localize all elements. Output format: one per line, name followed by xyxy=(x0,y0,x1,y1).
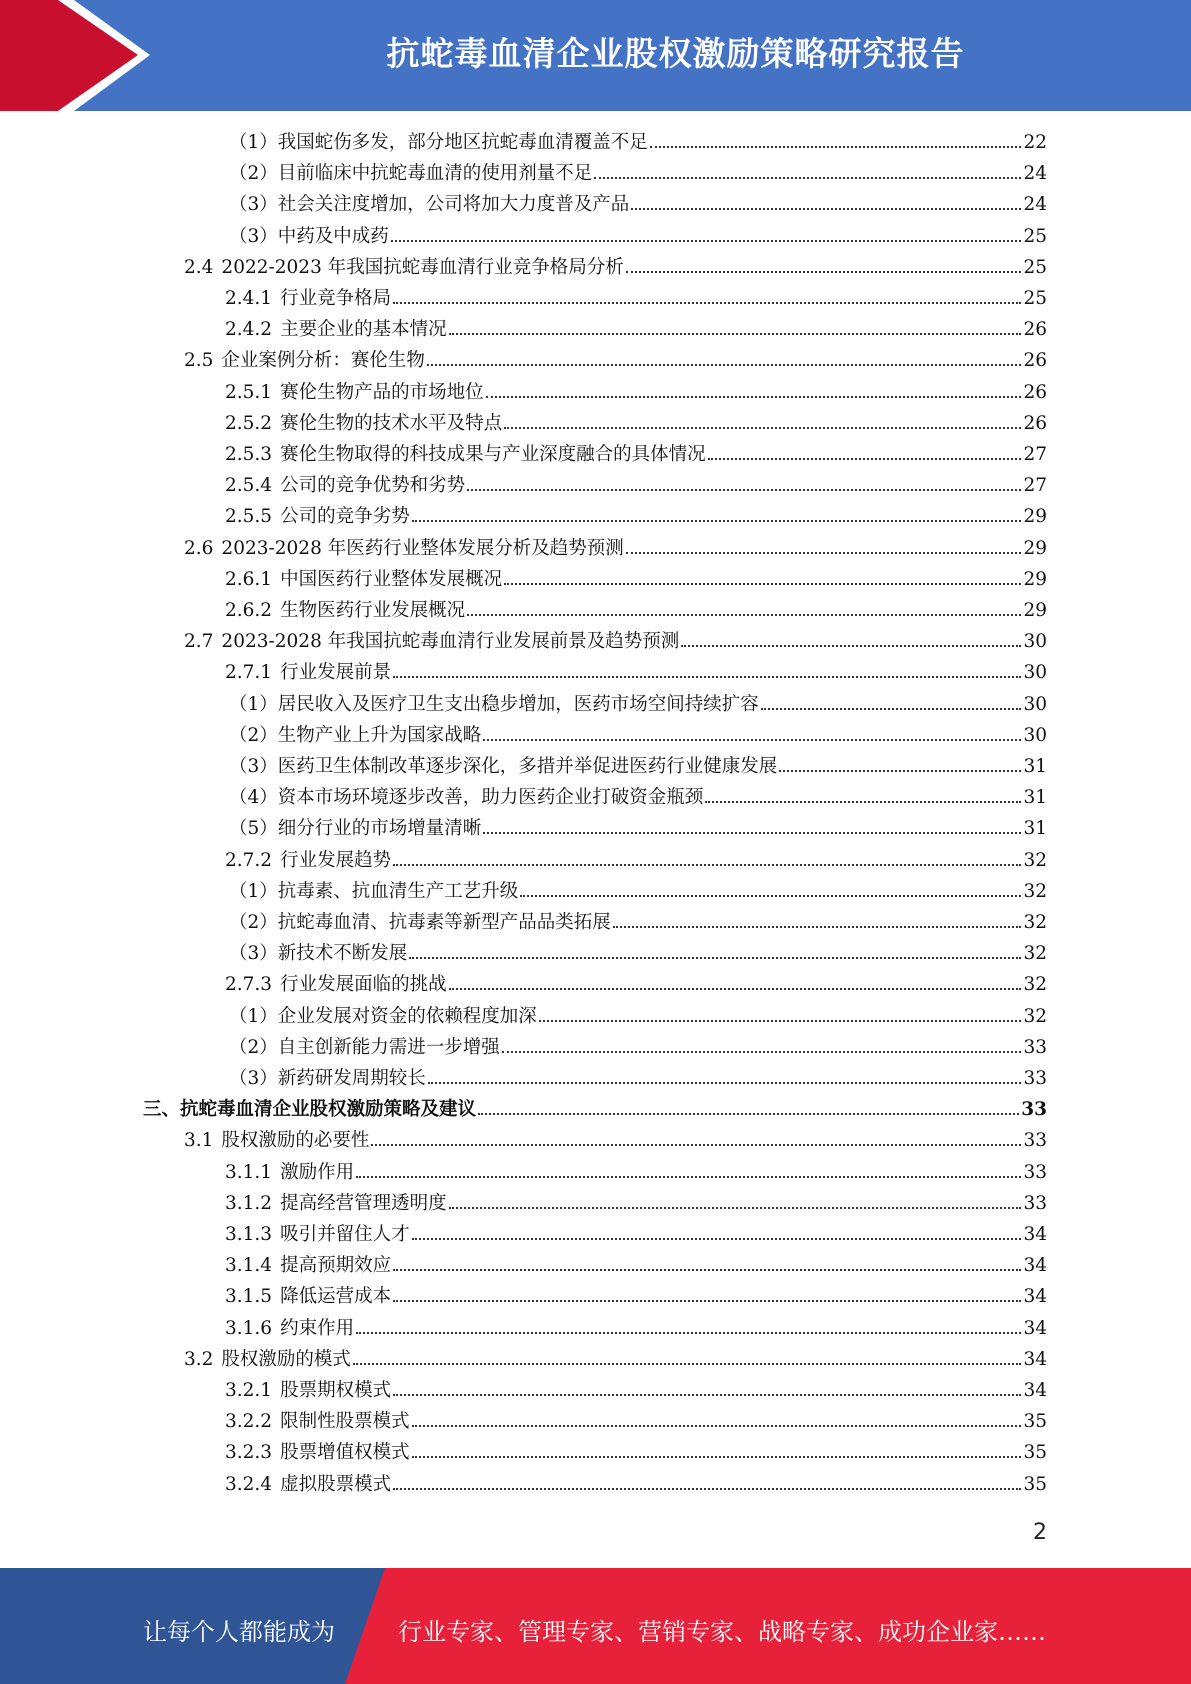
toc-entry-page: 32 xyxy=(1023,849,1047,871)
toc-entry-title: 三、抗蛇毒血清企业股权激励策略及建议 xyxy=(143,1099,477,1121)
toc-entry-page: 35 xyxy=(1023,1411,1047,1433)
toc-entry-title: （3）医药卫生体制改革逐步深化，多措并举促进医药行业健康发展 xyxy=(229,756,778,777)
toc-dot-leader xyxy=(393,1394,1021,1396)
toc-entry-number: 3.1.2 xyxy=(225,1192,273,1214)
toc-dot-leader xyxy=(631,208,1021,210)
toc-entry-number: 3.1.4 xyxy=(225,1255,273,1277)
toc-entry-number: 3.1.6 xyxy=(225,1317,273,1339)
toc-entry[interactable] xyxy=(225,1219,1047,1250)
toc-entry-title: （2）生物产业上升为国家战略 xyxy=(229,724,482,746)
toc-entry[interactable] xyxy=(229,127,1047,158)
toc-entry[interactable] xyxy=(229,1001,1047,1032)
toc-dot-leader xyxy=(483,739,1021,741)
toc-entry[interactable] xyxy=(229,1063,1047,1094)
toc-entry-page: 29 xyxy=(1023,600,1047,621)
toc-entry[interactable] xyxy=(225,564,1047,595)
toc-entry-title: 股权激励的必要性 xyxy=(221,1130,370,1152)
toc-dot-leader xyxy=(504,427,1021,429)
toc-entry-page: 30 xyxy=(1023,693,1047,715)
toc-entry-page: 25 xyxy=(1023,256,1047,278)
toc-entry-number: 2.7.3 xyxy=(225,974,273,996)
toc-entry-number: 3.2.1 xyxy=(225,1380,273,1401)
footer-banner xyxy=(0,1568,1191,1684)
toc-entry[interactable] xyxy=(225,1313,1047,1344)
toc-dot-leader xyxy=(393,1300,1021,1302)
toc-entry-title: 2022-2023 年我国抗蛇毒血清行业竞争格局分析 xyxy=(221,256,624,278)
toc-entry-page: 25 xyxy=(1023,288,1047,309)
toc-entry[interactable] xyxy=(184,1344,1047,1375)
toc-entry[interactable] xyxy=(229,876,1047,907)
toc-dot-leader xyxy=(393,864,1021,866)
toc-entry-page: 33 xyxy=(1023,1068,1047,1089)
toc-entry[interactable] xyxy=(225,283,1047,314)
toc-entry[interactable] xyxy=(225,657,1047,688)
toc-entry[interactable] xyxy=(229,813,1047,844)
toc-entry-title: 公司的竞争优势和劣势 xyxy=(280,475,466,497)
toc-entry-page: 32 xyxy=(1023,912,1047,933)
toc-dot-leader xyxy=(412,520,1022,522)
toc-entry-title: 吸引并留住人才 xyxy=(280,1224,410,1245)
toc-entry[interactable] xyxy=(229,907,1047,938)
toc-dot-leader xyxy=(613,926,1022,928)
toc-entry-page: 31 xyxy=(1023,756,1047,777)
toc-entry[interactable] xyxy=(225,845,1047,876)
toc-entry-page: 24 xyxy=(1023,194,1047,216)
toc-entry-title: （1）抗毒素、抗血清生产工艺升级 xyxy=(229,880,519,902)
toc-dot-leader xyxy=(705,801,1021,803)
toc-entry[interactable] xyxy=(184,345,1047,376)
toc-entry[interactable] xyxy=(225,1469,1047,1500)
header-chevron-decoration xyxy=(0,0,150,111)
toc-entry[interactable] xyxy=(229,221,1047,252)
toc-entry-page: 33 xyxy=(1023,1036,1047,1058)
toc-dot-leader xyxy=(428,1082,1022,1084)
toc-entry-number: 2.7.1 xyxy=(225,662,273,684)
toc-dot-leader xyxy=(594,177,1021,179)
toc-dot-leader xyxy=(393,676,1021,678)
toc-entry[interactable] xyxy=(225,1406,1047,1437)
toc-entry-title: 股票期权模式 xyxy=(280,1380,392,1401)
toc-entry-number: 3.1.1 xyxy=(225,1161,273,1183)
toc-entry[interactable] xyxy=(229,189,1047,220)
toc-dot-leader xyxy=(478,1113,1019,1115)
toc-dot-leader xyxy=(371,1144,1021,1146)
toc-entry[interactable] xyxy=(184,626,1047,657)
toc-entry[interactable] xyxy=(225,501,1047,532)
toc-entry[interactable] xyxy=(184,533,1047,564)
toc-dot-leader xyxy=(504,583,1021,585)
toc-entry-title: 企业案例分析：赛伦生物 xyxy=(221,350,425,372)
toc-dot-leader xyxy=(393,302,1021,304)
toc-entry-number: 3.1.3 xyxy=(225,1224,273,1245)
toc-dot-leader xyxy=(681,645,1021,647)
toc-entry-title: （3）新技术不断发展 xyxy=(229,943,408,965)
toc-dot-leader xyxy=(449,1207,1022,1209)
toc-entry-number: 2.4.1 xyxy=(225,288,273,309)
toc-entry[interactable] xyxy=(225,1157,1047,1188)
toc-entry-number: 2.5 xyxy=(184,350,214,372)
toc-entry[interactable] xyxy=(229,689,1047,720)
toc-entry-page: 34 xyxy=(1023,1317,1047,1339)
toc-entry-number: 2.5.3 xyxy=(225,444,273,465)
toc-entry-title: 约束作用 xyxy=(280,1317,355,1339)
toc-dot-leader xyxy=(502,1051,1022,1053)
toc-entry-number: 2.6.2 xyxy=(225,600,273,621)
toc-entry-title: 股权激励的模式 xyxy=(221,1348,351,1370)
header-banner xyxy=(0,0,1191,111)
toc-dot-leader xyxy=(412,1425,1022,1427)
toc-entry-title: 行业竞争格局 xyxy=(280,288,392,309)
toc-entry-page: 25 xyxy=(1023,225,1047,247)
toc-entry-page: 29 xyxy=(1023,537,1047,559)
toc-entry-title: 行业发展前景 xyxy=(280,662,392,684)
toc-entry-page: 33 xyxy=(1023,1192,1047,1214)
toc-entry-title: （1）我国蛇伤多发，部分地区抗蛇毒血清覆盖不足 xyxy=(229,132,648,153)
toc-entry[interactable] xyxy=(225,1188,1047,1219)
page-number: 2 xyxy=(1033,1520,1047,1545)
toc-entry-page: 24 xyxy=(1023,163,1047,185)
toc-dot-leader xyxy=(539,1020,1022,1022)
toc-entry-page: 34 xyxy=(1023,1286,1047,1308)
toc-entry[interactable] xyxy=(229,938,1047,969)
toc-dot-leader xyxy=(761,708,1022,710)
toc-entry-title: 提高经营管理透明度 xyxy=(280,1192,447,1214)
toc-dot-leader xyxy=(708,458,1022,460)
toc-dot-leader xyxy=(467,489,1021,491)
toc-entry[interactable] xyxy=(225,1281,1047,1312)
toc-entry-number: 2.7.2 xyxy=(225,849,273,871)
toc-entry-page: 26 xyxy=(1023,412,1047,434)
toc-entry-page: 27 xyxy=(1023,475,1047,497)
toc-entry-number: 3.2.2 xyxy=(225,1411,273,1433)
toc-entry-title: 激励作用 xyxy=(280,1161,355,1183)
toc-entry-number: 3.1.5 xyxy=(225,1286,273,1308)
toc-entry-title: 生物医药行业发展概况 xyxy=(280,600,466,621)
toc-entry[interactable] xyxy=(225,969,1047,1000)
toc-entry[interactable] xyxy=(225,377,1047,408)
toc-entry-number: 2.6 xyxy=(184,537,214,559)
toc-entry-title: （5）细分行业的市场增量清晰 xyxy=(229,818,482,840)
toc-dot-leader xyxy=(483,832,1021,834)
toc-entry-number: 3.1 xyxy=(184,1130,214,1152)
toc-dot-leader xyxy=(449,333,1022,335)
toc-entry-title: （1）企业发展对资金的依赖程度加深 xyxy=(229,1005,537,1027)
toc-entry-page: 30 xyxy=(1023,662,1047,684)
toc-entry-page: 33 xyxy=(1023,1161,1047,1183)
toc-entry-title: （3）中药及中成药 xyxy=(229,225,389,247)
toc-entry-title: 虚拟股票模式 xyxy=(280,1473,392,1495)
toc-dot-leader xyxy=(412,1238,1022,1240)
toc-entry-title: 行业发展趋势 xyxy=(280,849,392,871)
toc-dot-leader xyxy=(393,1269,1021,1271)
toc-entry-page: 34 xyxy=(1023,1255,1047,1277)
toc-entry-title: （2）自主创新能力需进一步增强 xyxy=(229,1036,500,1058)
toc-entry-page: 34 xyxy=(1023,1348,1047,1370)
toc-dot-leader xyxy=(427,364,1022,366)
toc-entry[interactable] xyxy=(229,782,1047,813)
toc-entry-title: （4）资本市场环境逐步改善，助力医药企业打破资金瓶颈 xyxy=(229,787,704,809)
toc-dot-leader xyxy=(449,988,1022,990)
toc-entry-number: 2.4.2 xyxy=(225,319,273,341)
toc-entry-page: 27 xyxy=(1023,444,1047,465)
toc-dot-leader xyxy=(356,1332,1021,1334)
toc-entry-title: 赛伦生物产品的市场地位 xyxy=(280,381,484,403)
toc-entry-number: 3.2.4 xyxy=(225,1473,273,1495)
toc-entry-page: 33 xyxy=(1023,1130,1047,1152)
toc-dot-leader xyxy=(520,895,1021,897)
toc-entry-page: 30 xyxy=(1023,724,1047,746)
toc-dot-leader xyxy=(779,770,1021,772)
toc-dot-leader xyxy=(393,1488,1021,1490)
toc-entry[interactable] xyxy=(143,1094,1047,1125)
toc-dot-leader xyxy=(353,1363,1022,1365)
toc-entry-title: 公司的竞争劣势 xyxy=(280,506,410,528)
toc-entry[interactable] xyxy=(225,1437,1047,1468)
toc-entry[interactable] xyxy=(229,1032,1047,1063)
toc-entry-title: 赛伦生物取得的科技成果与产业深度融合的具体情况 xyxy=(280,444,706,465)
toc-entry[interactable] xyxy=(225,1250,1047,1281)
toc-entry-title: （2）抗蛇毒血清、抗毒素等新型产品品类拓展 xyxy=(229,912,611,933)
toc-dot-leader xyxy=(467,614,1021,616)
toc-entry-title: 股票增值权模式 xyxy=(280,1442,410,1464)
toc-entry-page: 35 xyxy=(1023,1473,1047,1495)
toc-dot-leader xyxy=(356,1176,1021,1178)
toc-entry-title: 中国医药行业整体发展概况 xyxy=(280,568,503,590)
toc-dot-leader xyxy=(412,1456,1022,1458)
toc-entry-number: 2.6.1 xyxy=(225,568,273,590)
toc-entry-page: 34 xyxy=(1023,1224,1047,1245)
toc-entry-number: 2.5.4 xyxy=(225,475,273,497)
toc-entry-page: 32 xyxy=(1023,1005,1047,1027)
toc-entry[interactable] xyxy=(184,252,1047,283)
toc-entry-title: （2）目前临床中抗蛇毒血清的使用剂量不足 xyxy=(229,163,593,185)
footer-slogan-left: 让每个人都能成为 xyxy=(143,1618,335,1646)
toc-entry-title: （1）居民收入及医疗卫生支出稳步增加，医药市场空间持续扩容 xyxy=(229,693,759,715)
toc-entry[interactable] xyxy=(225,595,1047,626)
toc-entry-number: 2.5.5 xyxy=(225,506,273,528)
toc-entry-title: 降低运营成本 xyxy=(280,1286,392,1308)
toc-entry-page: 26 xyxy=(1023,350,1047,372)
toc-entry-title: 2023-2028 年我国抗蛇毒血清行业发展前景及趋势预测 xyxy=(221,631,680,653)
toc-entry[interactable] xyxy=(225,1375,1047,1406)
toc-entry-page: 32 xyxy=(1023,880,1047,902)
toc-entry-page: 31 xyxy=(1023,818,1047,840)
toc-entry-page: 29 xyxy=(1023,506,1047,528)
toc-entry[interactable] xyxy=(229,158,1047,189)
toc-dot-leader xyxy=(409,957,1021,959)
toc-entry[interactable] xyxy=(225,314,1047,345)
toc-entry[interactable] xyxy=(225,470,1047,501)
toc-entry-number: 3.2.3 xyxy=(225,1442,273,1464)
toc-dot-leader xyxy=(391,240,1022,242)
toc-dot-leader xyxy=(486,396,1022,398)
toc-entry-page: 26 xyxy=(1023,381,1047,403)
toc-entry-title: 赛伦生物的技术水平及特点 xyxy=(280,412,503,434)
toc-entry-page: 32 xyxy=(1023,974,1047,996)
toc-entry-title: 行业发展面临的挑战 xyxy=(280,974,447,996)
toc-entry-title: 提高预期效应 xyxy=(280,1255,392,1277)
toc-entry-number: 2.4 xyxy=(184,256,214,278)
toc-entry-number: 2.5.1 xyxy=(225,381,273,403)
toc-entry[interactable] xyxy=(229,720,1047,751)
toc-entry-title: （3）新药研发周期较长 xyxy=(229,1068,426,1089)
toc-entry-page: 30 xyxy=(1023,631,1047,653)
toc-entry-title: （3）社会关注度增加，公司将加大力度普及产品 xyxy=(229,194,630,216)
toc-entry[interactable] xyxy=(225,408,1047,439)
toc-entry-number: 2.5.2 xyxy=(225,412,273,434)
toc-entry-page: 32 xyxy=(1023,943,1047,965)
toc-entry-page: 33 xyxy=(1021,1099,1047,1121)
footer-slogan-right: 行业专家、管理专家、营销专家、战略专家、成功企业家…… xyxy=(398,1618,1046,1646)
report-title: 抗蛇毒血清企业股权激励策略研究报告 xyxy=(386,34,965,73)
toc-entry-title: 主要企业的基本情况 xyxy=(280,319,447,341)
toc-entry-title: 限制性股票模式 xyxy=(280,1411,410,1433)
toc-entry-page: 22 xyxy=(1023,132,1047,153)
toc-entry-number: 3.2 xyxy=(184,1348,214,1370)
toc-entry-page: 26 xyxy=(1023,319,1047,341)
toc-entry-number: 2.7 xyxy=(184,631,214,653)
toc-dot-leader xyxy=(626,271,1022,273)
toc-entry-page: 29 xyxy=(1023,568,1047,590)
toc-entry-page: 34 xyxy=(1023,1380,1047,1401)
toc-dot-leader xyxy=(626,552,1022,554)
toc-entry[interactable] xyxy=(225,439,1047,470)
toc-entry[interactable] xyxy=(229,751,1047,782)
toc-entry-page: 31 xyxy=(1023,787,1047,809)
toc-entry-title: 2023-2028 年医药行业整体发展分析及趋势预测 xyxy=(221,537,624,559)
toc-entry-page: 35 xyxy=(1023,1442,1047,1464)
toc-entry[interactable] xyxy=(184,1125,1047,1156)
toc-dot-leader xyxy=(650,146,1022,148)
